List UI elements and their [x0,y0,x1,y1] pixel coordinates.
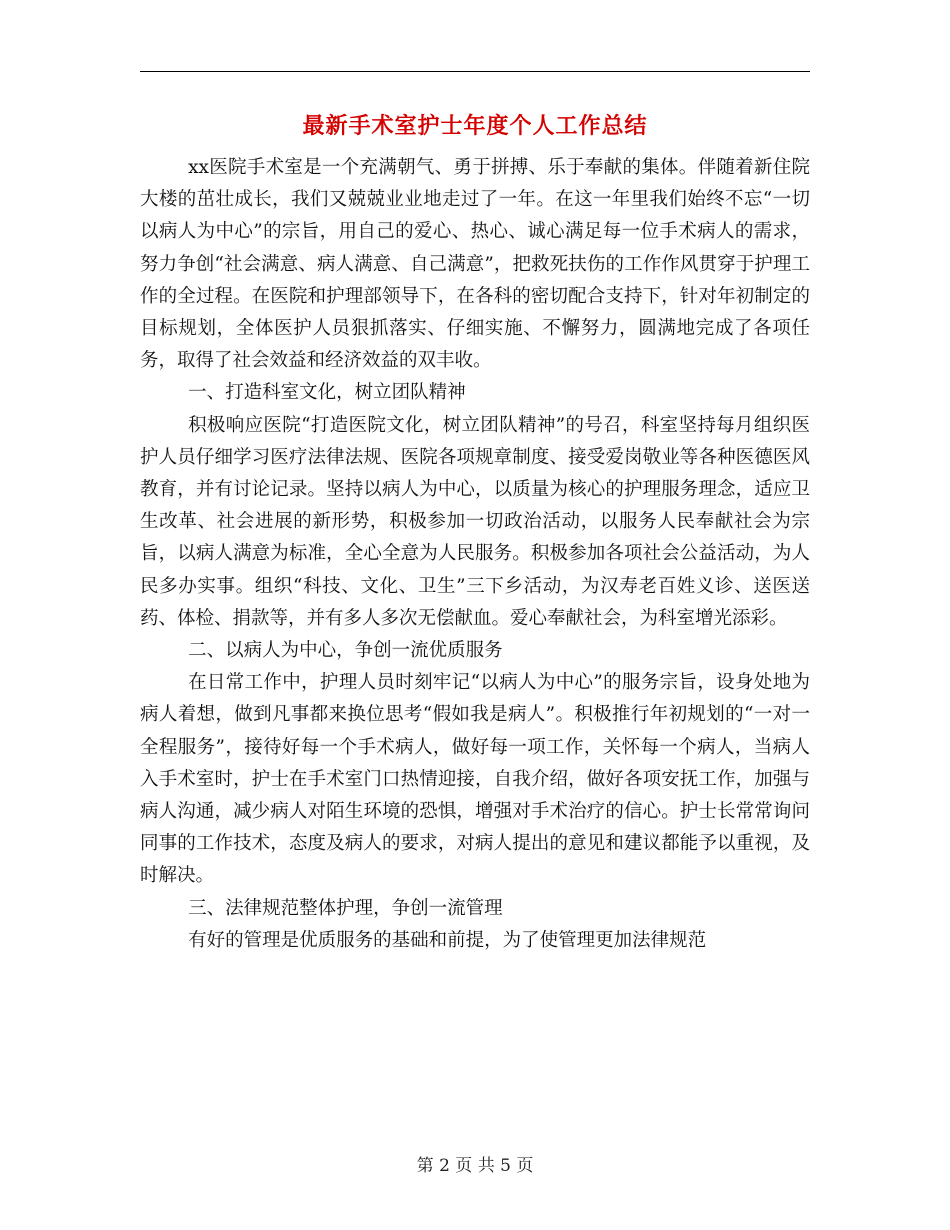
paragraph-section-2: 在日常工作中，护理人员时刻牢记“以病人为中心”的服务宗旨，设身处地为病人着想，做到凡事都来换位思考“假如我是病人”。积极推行年初规划的“一对一全程服务”，接待好每一个手术病人，做好每一项工作，关怀每一个病人，当病人入手术室时，护士在手术室门口热情迎接，自我介绍，做好各项安抚工作，加强与病人沟通，减少病人对陌生环境的恐惧，增强对手术治疗的信心。护士长常常询问同事的工作技术，态度及病人的要求，对病人提出的意见和建议都能予以重视，及时解决。 [140,672,810,887]
section-heading-2: 二、以病人为中心，争创一流优质服务 [188,640,503,662]
page-number-footer: 第 2 页 共 5 页 [416,1156,534,1176]
header-rule [140,71,810,72]
paragraph-intro: xx医院手术室是一个充满朝气、勇于拼搏、乐于奉献的集体。伴随着新住院大楼的茁壮成长，我们又兢兢业业地走过了一年。在这一年里我们始终不忘“一切以病人为中心”的宗旨，用自己的爱心、热心、诚心满足每一位手术病人的需求，努力争创“社会满意、病人满意、自己满意”，把救死扶伤的工作作风贯穿于护理工作的全过程。在医院和护理部领导下，在各科的密切配合支持下，针对年初制定的目标规划，全体医护人员狠抓落实、仔细实施、不懈努力，圆满地完成了各项任务，取得了社会效益和经济效益的双丰收。 [140,157,810,372]
paragraph-section-1: 积极响应医院“打造医院文化，树立团队精神”的号召，科室坚持每月组织医护人员仔细学习医疗法律法规、医院各项规章制度、接受爱岗敬业等各种医德医风教育，并有讨论记录。坚持以病人为中心，以质量为核心的护理服务理念，适应卫生改革、社会进展的新形势，积极参加一切政治活动，以服务人民奉献社会为宗旨，以病人满意为标准，全心全意为人民服务。积极参加各项社会公益活动，为人民多办实事。组织“科技、文化、卫生”三下乡活动，为汉寿老百姓义诊、送医送药、体检、捐款等，并有多人多次无偿献血。爱心奉献社会，为科室增光添彩。 [140,414,810,629]
document-title: 最新手术室护士年度个人工作总结 [302,113,648,139]
section-heading-3: 三、法律规范整体护理，争创一流管理 [188,897,503,919]
paragraph-section-3: 有好的管理是优质服务的基础和前提，为了使管理更加法律规范 [188,929,707,951]
section-heading-1: 一、打造科室文化，树立团队精神 [188,382,466,404]
document-body [140,152,810,957]
